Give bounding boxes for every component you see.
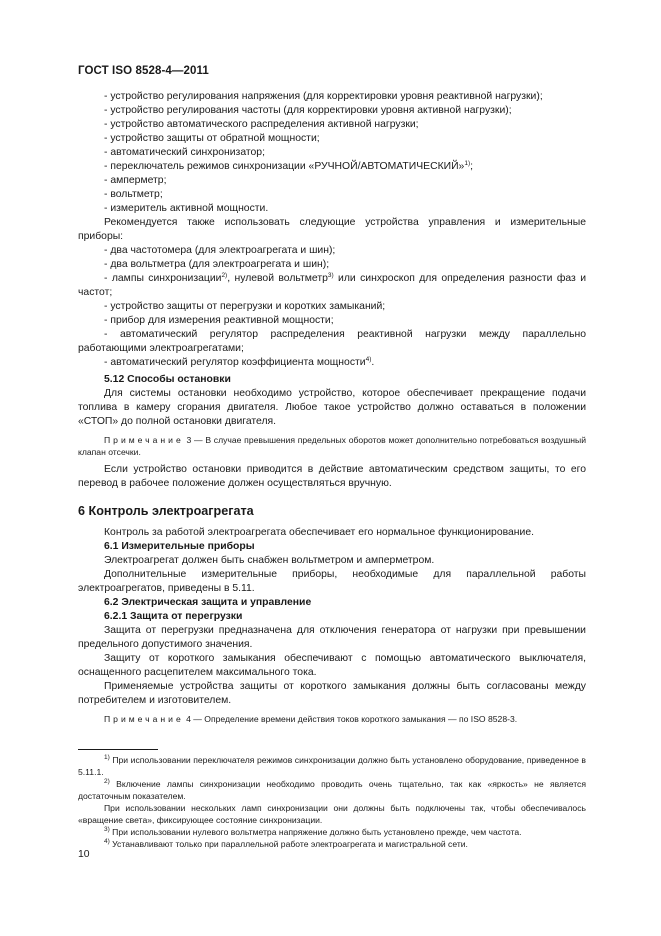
footnote-marker: 1) (104, 754, 110, 761)
footnote (78, 754, 586, 778)
paragraph: Защита от перегрузки предназначена для отключения генератора от нагрузки при превышении предельного допустимого значения. (78, 625, 586, 650)
paragraph: Если устройство остановки приводится в действие автоматическим средством защиты, то его перевод в рабочее положение должен осуществляться вручную. (78, 464, 586, 489)
list-item-tail: . (371, 357, 375, 368)
section-heading-6: 6 Контроль электроагрегата (78, 504, 254, 518)
paragraph: Для системы остановки необходимо устройство, которое обеспечивает прекращение подачи топлива в камеру сгорания двигателя. Любое такое устройство должно оставаться в положении «СТОП» до полной остановки двигателя. (78, 388, 586, 427)
page-header: ГОСТ ISO 8528-4—2011 (78, 65, 209, 77)
list-item-text: - автоматический регулятор коэффициента мощности (104, 357, 366, 368)
list-item: - вольтметр; (104, 189, 163, 200)
footnote-ref[interactable]: 4) (365, 356, 372, 363)
list-item: - автоматический регулятор распределения реактивной нагрузки между параллельно работающими электроагрегатами; (78, 329, 586, 354)
list-item: - устройство автоматического распределения активной нагрузки; (104, 119, 419, 130)
footnote: При использовании нескольких ламп синхронизации они должны быть подключены так, чтобы обеспечивалось «вращение света», фиксирующее состояние синхронизации. (78, 803, 586, 825)
note-text: 3 — В случае превышения предельных оборотов может дополнительно потребоваться воздушный клапан отсечки. (78, 435, 586, 457)
list-item: - устройство защиты от перегрузки и коротких замыканий; (104, 301, 386, 312)
page-body (78, 90, 586, 850)
list-item (78, 160, 586, 174)
list-item: - устройство регулирования напряжения (для корректировки уровня реактивной нагрузки); (104, 91, 543, 102)
list-item (78, 356, 586, 370)
list-item: - два частотомера (для электроагрегата и шин); (104, 245, 336, 256)
footnote-marker: 4) (104, 838, 110, 845)
footnote-text: При использовании нулевого вольтметра напряжение должно быть установлено прежде, чем частота. (109, 827, 522, 837)
footnote-ref[interactable]: 1) (464, 160, 471, 167)
note (78, 434, 586, 458)
footnote-marker: 3) (104, 826, 110, 833)
footnote (78, 778, 586, 802)
footnote-text: Устанавливают только при параллельной работе электроагрегата и магистральной сети. (109, 839, 468, 849)
section-heading-6-1: 6.1 Измерительные приборы (104, 541, 255, 552)
paragraph: Применяемые устройства защиты от короткого замыкания должны быть согласованы между потребителем и изготовителем. (78, 681, 586, 706)
list-item: - устройство защиты от обратной мощности; (104, 133, 320, 144)
section-heading-6-2-1: 6.2.1 Защита от перегрузки (104, 611, 243, 622)
paragraph: Защиту от короткого замыкания обеспечивают с помощью автоматического выключателя, оснащенного расцепителем максимального тока. (78, 653, 586, 678)
list-item: - два вольтметра (для электроагрегата и шин); (104, 259, 330, 270)
paragraph: Рекомендуется также использовать следующие устройства управления и измерительные приборы: (78, 217, 586, 242)
footnote-marker: 2) (104, 778, 110, 785)
list-item: - устройство регулирования частоты (для корректировки уровня активной нагрузки); (104, 105, 512, 116)
paragraph: Контроль за работой электроагрегата обеспечивает его нормальное функционирование. (104, 527, 535, 538)
list-item-text: или синхроскоп для определения разности фаз и частот; (78, 273, 586, 298)
paragraph: Дополнительные измерительные приборы, необходимые для параллельной работы электроагрегатов, приведены в 5.11. (78, 569, 586, 594)
list-item: - прибор для измерения реактивной мощности; (104, 315, 334, 326)
paragraph: Электроагрегат должен быть снабжен вольтметром и амперметром. (104, 555, 435, 566)
page-number: 10 (78, 849, 90, 860)
footnote (78, 826, 586, 838)
note (78, 713, 586, 725)
note-text: 4 — Определение времени действия токов короткого замыкания — по ISO 8528-3. (183, 714, 518, 724)
list-item (78, 272, 586, 300)
footnote-text: Включение лампы синхронизации необходимо проводить очень тщательно, так как «яркость» не является достаточным показателем. (78, 779, 586, 801)
footnote (78, 838, 586, 850)
note-label: Примечание (104, 714, 184, 724)
list-item-text: - лампы синхронизации (104, 273, 222, 284)
footnote-ref[interactable]: 3) (327, 272, 334, 279)
note-label: Примечание (104, 435, 184, 445)
list-item-text: - переключатель режимов синхронизации «РУЧНОЙ/АВТОМАТИЧЕСКИЙ» (104, 161, 465, 172)
section-heading-6-2: 6.2 Электрическая защита и управление (104, 597, 312, 608)
section-heading-5-12: 5.12 Способы остановки (104, 374, 231, 385)
footnote-text: При использовании переключателя режимов синхронизации должно быть установлено оборудование, приведенное в 5.11.1. (78, 755, 586, 777)
footnote-ref[interactable]: 2) (221, 272, 228, 279)
list-item: - автоматический синхронизатор; (104, 147, 265, 158)
list-item-tail: ; (470, 161, 474, 172)
list-item-text: , нулевой вольтметр (227, 273, 328, 284)
footnote-divider (78, 749, 158, 750)
list-item: - амперметр; (104, 175, 167, 186)
list-item: - измеритель активной мощности. (104, 203, 269, 214)
